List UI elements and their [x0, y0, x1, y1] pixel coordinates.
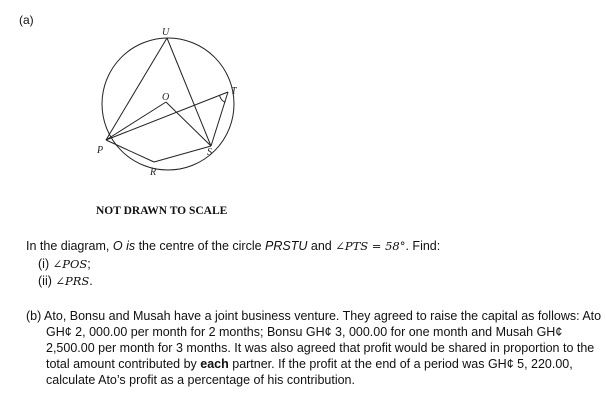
line-PR	[106, 140, 154, 162]
question-ii-number: (ii)	[38, 274, 56, 288]
intro-middle: the centre of the circle	[135, 239, 266, 253]
circle-name: PRSTU	[265, 239, 308, 253]
given-angle: ∠PTS = 58°	[335, 239, 406, 253]
line-PO	[106, 102, 166, 140]
center-symbol: O	[112, 239, 123, 253]
label-S: S	[207, 147, 212, 158]
line-US	[167, 38, 211, 146]
label-O: O	[162, 92, 170, 103]
part-b-text-end: partner. If the profit at the end of a period was GH¢ 5, 220.00, calculate Ato’s profit as a percentage of his contribution.	[46, 357, 573, 387]
intro-is: is	[122, 239, 136, 253]
part-b-text-start: (b) Ato, Bonsu and Musah have a joint business venture. They agreed to raise the capital as follows: Ato GH¢ 2, 000.00 per month for 2 months; Bonsu GH¢ 3, 000.00 for one month and Musah GH¢ 2,500.00 per month for 3 months. It was also agreed that profit would be shared in proportion to the total amount contributed by	[26, 309, 602, 371]
part-a-label: (a)	[19, 13, 34, 27]
question-i-angle: ∠POS	[52, 257, 88, 271]
intro-and: and	[307, 239, 336, 253]
line-RS	[154, 146, 211, 162]
label-R: R	[150, 167, 157, 178]
question-intro	[26, 239, 440, 253]
part-b-question	[26, 308, 604, 388]
question-i	[38, 257, 91, 271]
question-i-end: ;	[87, 257, 91, 271]
diagram-caption: NOT DRAWN TO SCALE	[96, 205, 228, 217]
label-T: T	[231, 86, 237, 97]
line-OS	[166, 102, 211, 146]
part-b-paragraph	[26, 308, 604, 388]
circle-diagram	[88, 22, 258, 182]
line-TS	[211, 92, 228, 146]
question-ii-end: .	[89, 274, 93, 288]
line-UP	[106, 38, 170, 140]
intro-prefix: In the diagram,	[26, 239, 113, 253]
angle-mark-T	[220, 96, 226, 103]
question-ii	[38, 274, 93, 288]
label-U: U	[162, 27, 170, 38]
question-i-number: (i)	[38, 257, 53, 271]
question-ii-angle: ∠PRS	[55, 274, 90, 288]
intro-suffix: . Find:	[405, 239, 441, 253]
label-P: P	[97, 145, 104, 156]
part-b-bold-word: each	[200, 357, 229, 371]
